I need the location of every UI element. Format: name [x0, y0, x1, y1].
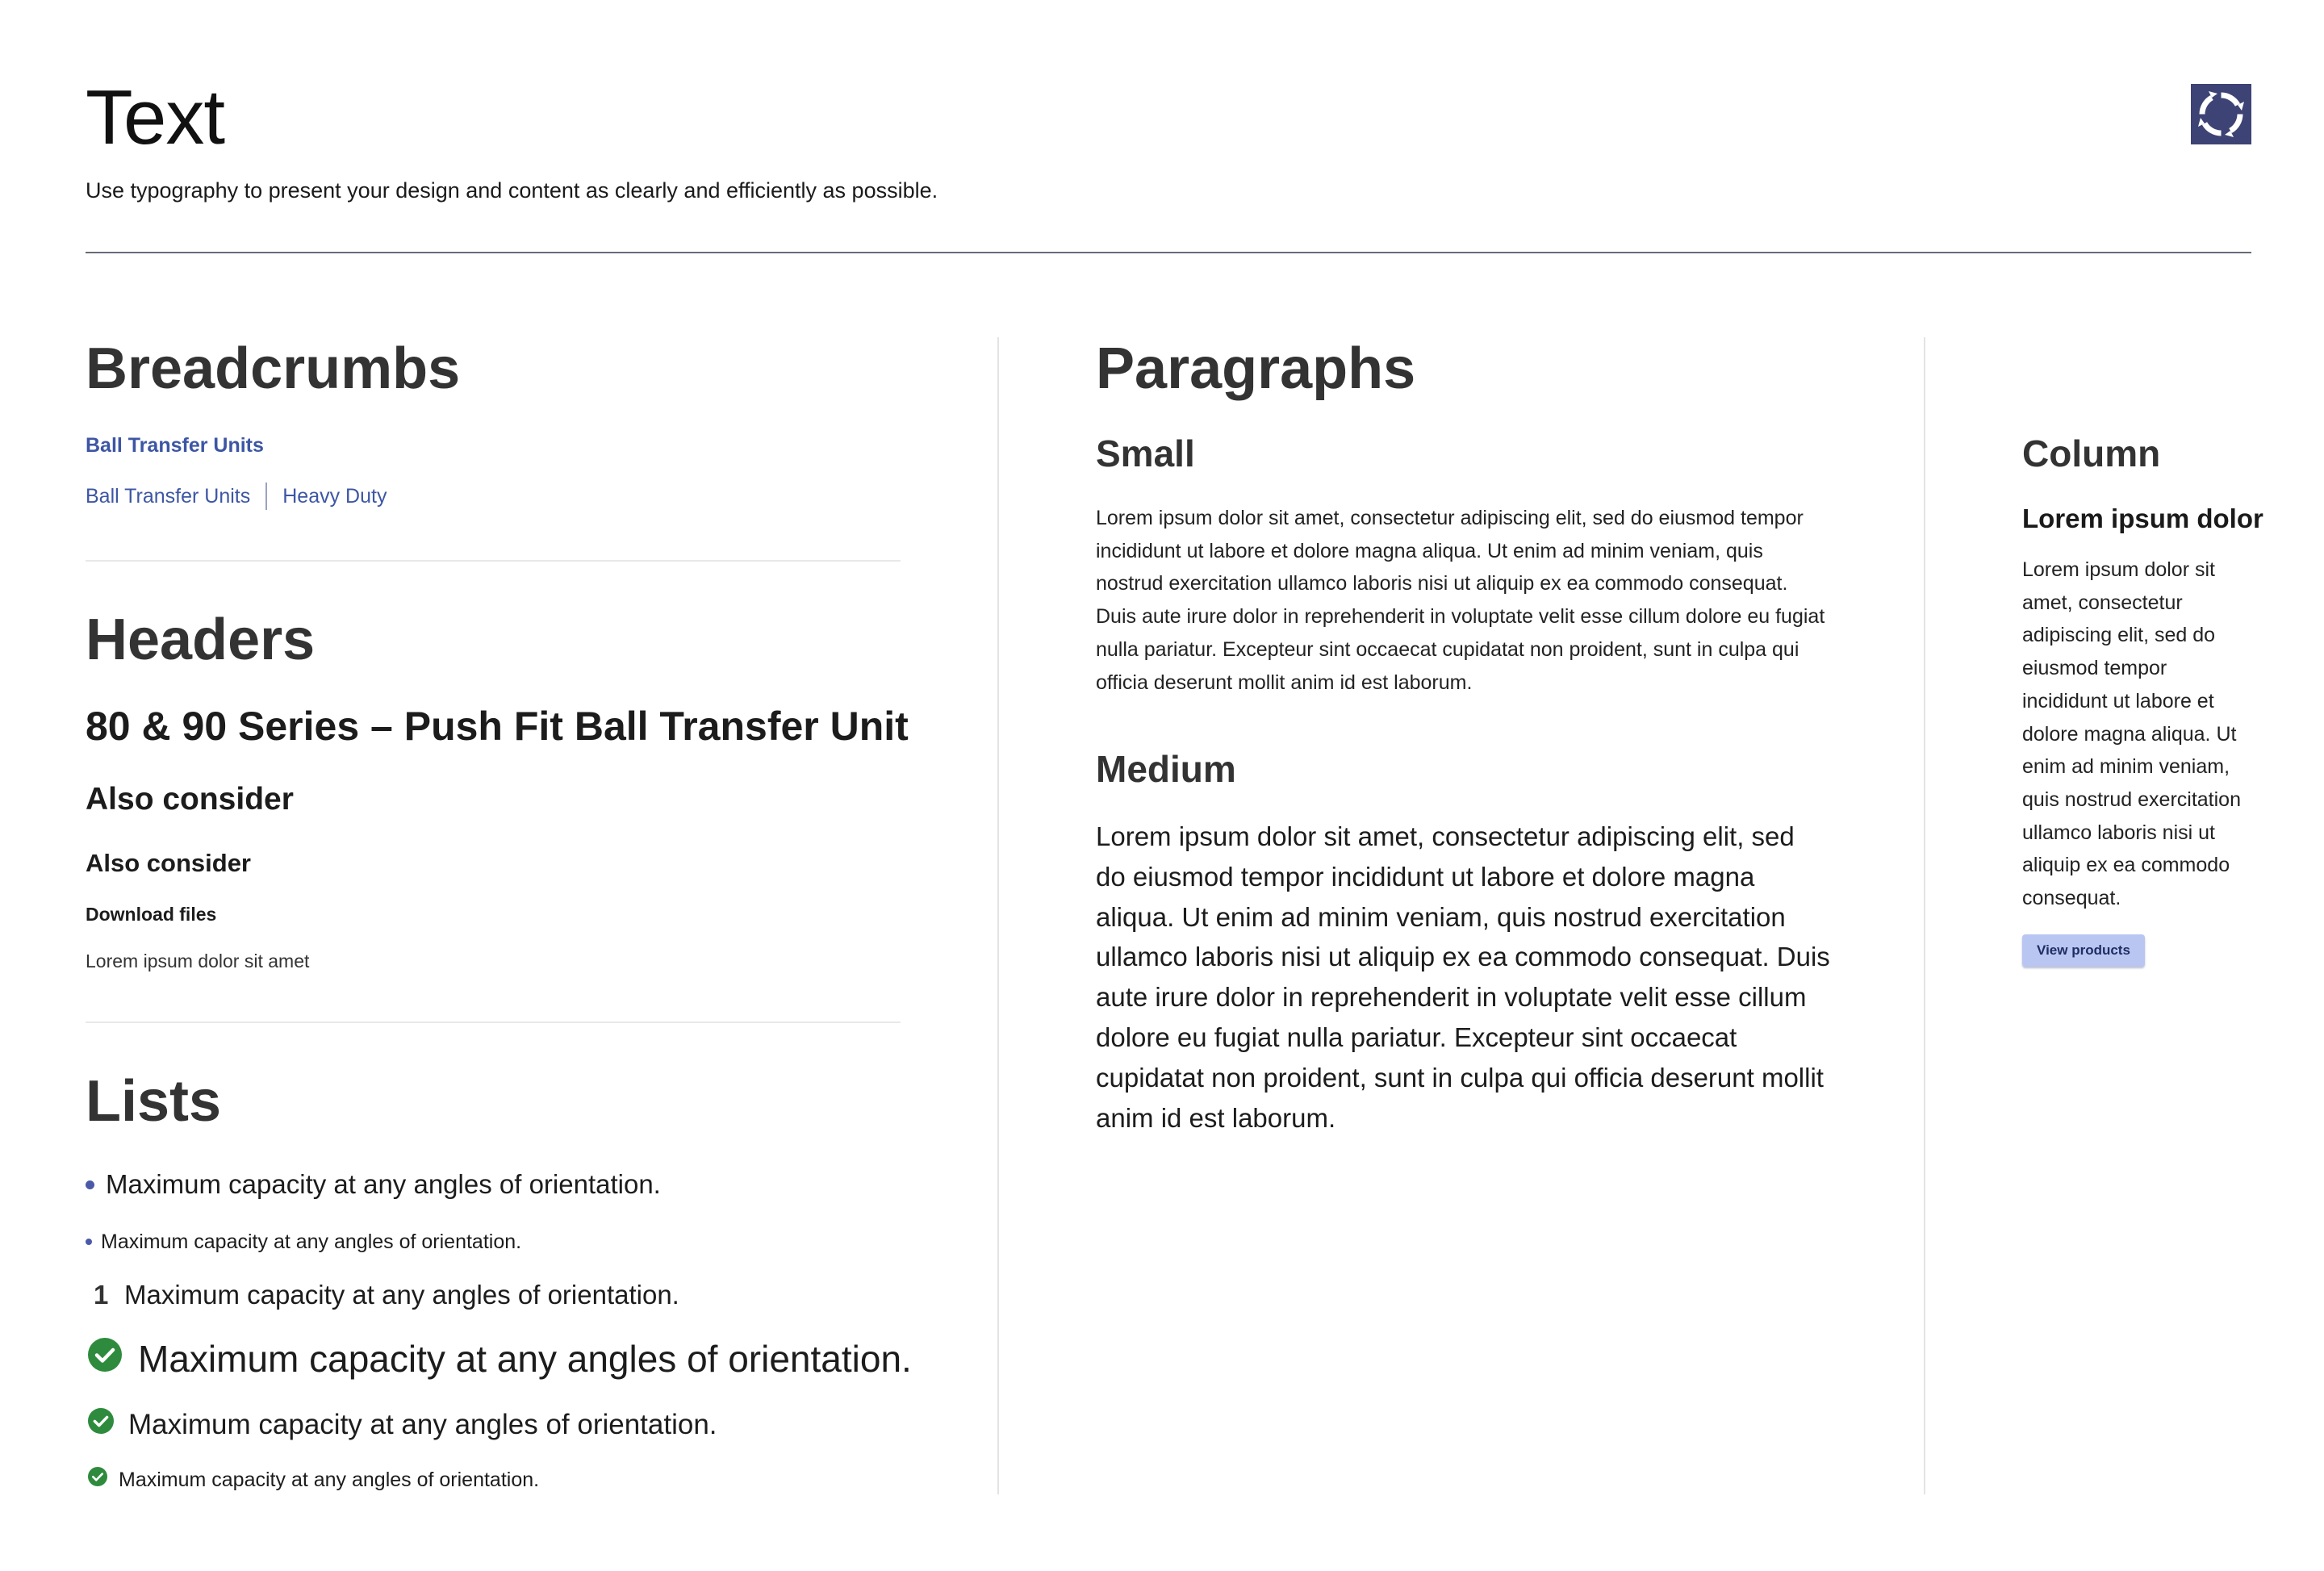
- breadcrumb-link[interactable]: Heavy Duty: [282, 485, 387, 508]
- view-products-button[interactable]: View products: [2022, 934, 2145, 967]
- list-item-text: Maximum capacity at any angles of orientation.: [101, 1230, 522, 1253]
- column-divider-1: [997, 337, 999, 1494]
- check-circle-icon: [88, 1336, 122, 1381]
- sample-header-h1: 80 & 90 Series – Push Fit Ball Transfer Unit: [86, 704, 909, 749]
- paragraph-small: Lorem ipsum dolor sit amet, consectetur adipiscing elit, sed do eiusmod tempor incididunt ut labore et dolore magna aliqua. Ut enim ad minim veniam, quis nostrud exercitation ullamco laboris nisi ut aliquip ex ea commodo consequat. Duis aute irure dolor in reprehenderit in voluptate velit esse cillum dolore eu fugiat nulla pariatur. Excepteur sint occaecat cupidatat non proident, sunt in culpa qui officia deserunt mollit anim id est laborum.: [1096, 507, 1825, 694]
- paragraph-medium-label: Medium: [1096, 748, 1236, 790]
- header-divider: [86, 252, 2251, 253]
- list-item-text: Maximum capacity at any angles of orientation.: [106, 1169, 661, 1199]
- list-item: [86, 1467, 539, 1493]
- breadcrumb-separator: [265, 483, 267, 510]
- bullet-icon: [86, 1180, 94, 1189]
- sample-header-h4: Download files: [86, 904, 217, 925]
- bullet-icon: [86, 1239, 92, 1245]
- check-circle-icon: [88, 1467, 107, 1493]
- list-item: [86, 1168, 661, 1201]
- page-subtitle: Use typography to present your design and content as clearly and efficiently as possible.: [86, 178, 938, 203]
- breadcrumb-link-single[interactable]: Ball Transfer Units: [86, 434, 264, 457]
- section-divider: [86, 560, 901, 562]
- list-item-text: Maximum capacity at any angles of orientation.: [119, 1469, 540, 1491]
- lists-heading: Lists: [86, 1069, 222, 1134]
- paragraphs-heading: Paragraphs: [1096, 336, 1416, 401]
- headers-heading: Headers: [86, 608, 316, 672]
- check-circle-icon: [88, 1408, 114, 1442]
- paragraph-small-label: Small: [1096, 432, 1195, 474]
- column-title: Lorem ipsum dolor: [2022, 503, 2263, 533]
- page-title: Text: [86, 74, 225, 161]
- brand-logo-icon: [2191, 84, 2251, 144]
- column-divider-2: [1924, 337, 1925, 1494]
- list-item: [86, 1279, 679, 1311]
- list-item-text: Maximum capacity at any angles of orientation.: [138, 1338, 912, 1380]
- list-item: [86, 1336, 912, 1381]
- breadcrumb: [86, 483, 387, 510]
- list-item-text: Maximum capacity at any angles of orientation.: [128, 1409, 717, 1440]
- paragraph-medium: Lorem ipsum dolor sit amet, consectetur adipiscing elit, sed do eiusmod tempor incididunt ut labore et dolore magna aliqua. Ut enim ad minim veniam, quis nostrud exercitation ullamco laboris nisi ut aliquip ex ea commodo consequat. Duis aute irure dolor in reprehenderit in voluptate velit esse cillum dolore eu fugiat nulla pariatur. Excepteur sint occaecat cupidatat non proident, sunt in culpa qui officia deserunt mollit anim id est laborum.: [1096, 821, 1830, 1133]
- brand-ring-logo-icon: [2191, 84, 2251, 144]
- list-item: [86, 1229, 521, 1255]
- column-body: Lorem ipsum dolor sit amet, consectetur adipiscing elit, sed do eiusmod tempor incididunt ut labore et dolore magna aliqua. Ut enim ad minim veniam, quis nostrud exercitation ullamco laboris nisi ut aliquip ex ea commodo consequat.: [2022, 558, 2241, 910]
- section-divider: [86, 1022, 901, 1023]
- column-label: Column: [2022, 432, 2161, 474]
- breadcrumbs-heading: Breadcrumbs: [86, 336, 461, 401]
- list-item-text: Maximum capacity at any angles of orientation.: [124, 1280, 679, 1310]
- sample-header-h3: Also consider: [86, 849, 251, 877]
- sample-header-h2: Also consider: [86, 782, 294, 817]
- list-item: [86, 1408, 717, 1442]
- breadcrumb-link[interactable]: Ball Transfer Units: [86, 485, 251, 508]
- sample-body-text: Lorem ipsum dolor sit amet: [86, 951, 310, 971]
- list-number: 1: [94, 1280, 109, 1310]
